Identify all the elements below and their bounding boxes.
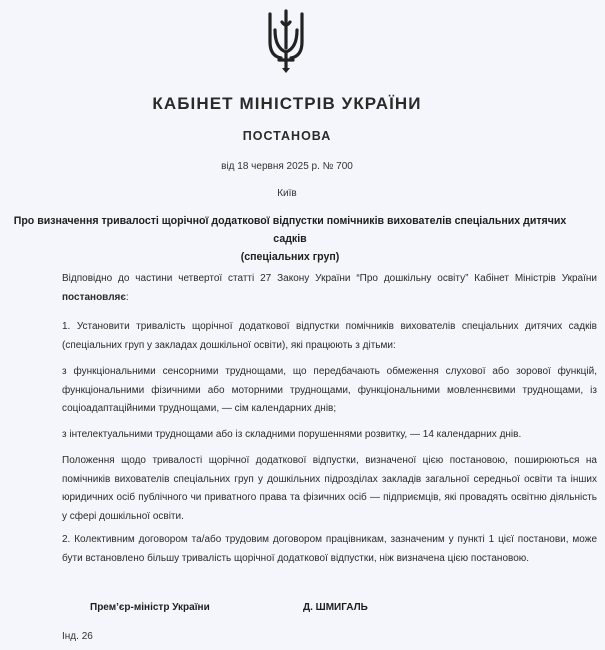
paragraph-clause-1: 1. Установити тривалість щорічної додаткової відпустки помічників вихователів спеціальних дитячих садків (спеціальних груп у закладах дошкільної освіти), які працюють з дітьми:: [62, 321, 597, 351]
document-title: [8, 212, 572, 266]
cabinet-heading: КАБІНЕТ МІНІСТРІВ УКРАЇНИ: [152, 94, 422, 113]
paragraph-scope: Положення щодо тривалості щорічної додаткової відпустки, визначеної цією постановою, поширюються на помічників вихователів спеціальних груп у дошкільних підрозділах закладів загальної середньої освіти та інших юридичних осіб публічного чи приватного права та фізичних осіб — підприємців, які провадять освітню діяльність у сфері дошкільної освіти.: [62, 455, 597, 522]
preamble-text: Відповідно до частини четвертої статті 27 Закону України “Про дошкільну освіту” Кабінет Міністрів України: [62, 273, 597, 284]
signature-position: Прем’єр-міністр України: [90, 602, 210, 613]
paragraph-clause-2: 2. Колективним договором та/або трудовим договором працівникам, зазначеним у пункті 1 цієї постанови, може бути встановлено більшу тривалість щорічної додаткової відпустки, ніж визначена цією постановою.: [62, 534, 597, 564]
document-index: Інд. 26: [62, 631, 93, 642]
paragraph-preamble: [62, 270, 597, 307]
title-line-1: Про визначення тривалості щорічної додаткової відпустки помічників вихователів спеціальних дитячих садків: [13, 215, 567, 245]
paragraph-intellectual-difficulties: з інтелектуальними труднощами або із складними порушеннями розвитку, — 14 календарних днів.: [62, 429, 522, 440]
document-city: Київ: [277, 188, 297, 199]
trident-coat-of-arms-icon: [265, 8, 307, 74]
preamble-end: :: [125, 291, 129, 303]
paragraph-sensory-difficulties: з функціональними сенсорними труднощами, що передбачають обмеження слухової або зорової функцій, функціональними фізичними або моторними труднощами, функціональними мовленнєвими труднощами, із соціоадаптаційними труднощами, — сім календарних днів;: [62, 366, 597, 415]
signature-name: Д. ШМИГАЛЬ: [303, 602, 368, 613]
document-date: від 18 червня 2025 р. № 700: [221, 161, 353, 172]
preamble-bold-word: постановляє: [62, 291, 126, 303]
title-line-2: (спеціальних груп): [240, 251, 340, 263]
document-type: ПОСТАНОВА: [242, 129, 332, 143]
